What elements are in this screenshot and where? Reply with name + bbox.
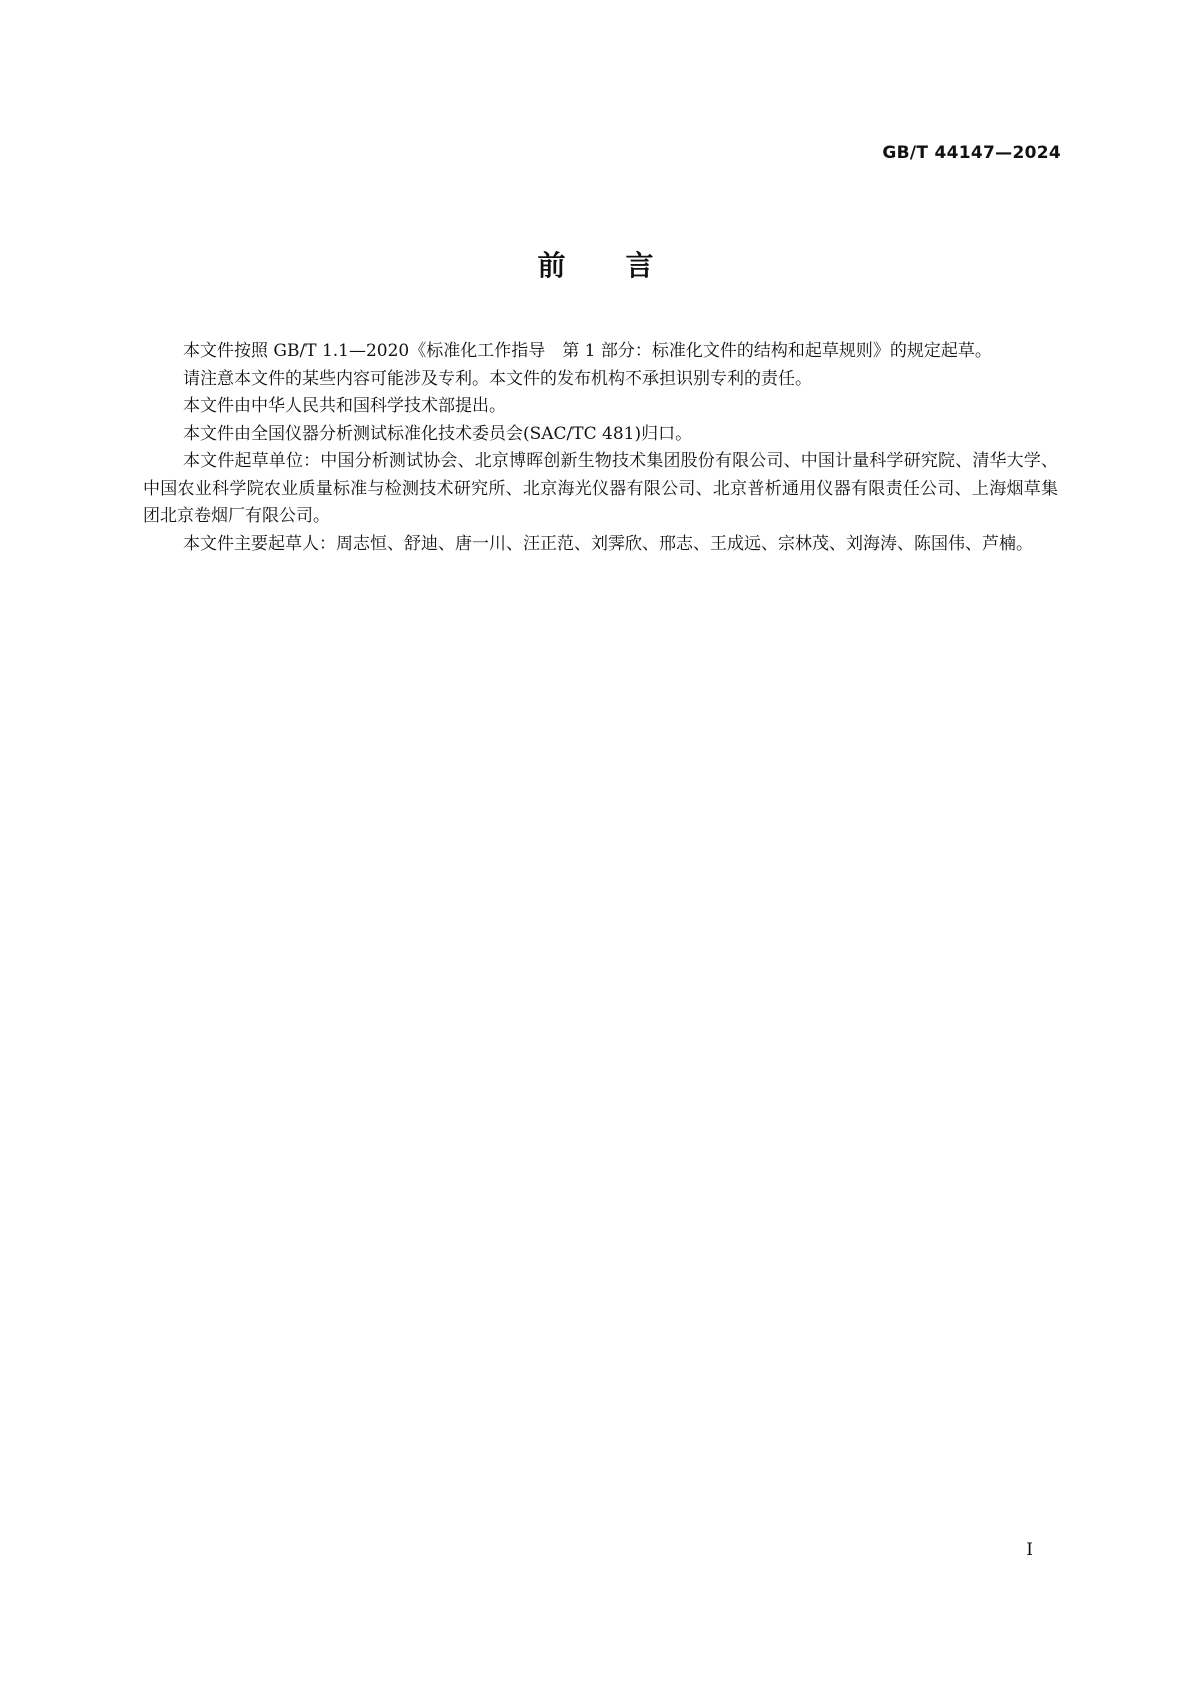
page-title: 前言 — [537, 249, 714, 282]
foreword-body — [143, 338, 1058, 558]
paragraph-drafting-rules: 本文件按照 GB/T 1.1—2020《标准化工作指导 第 1 部分：标准化文件的结构和起草规则》的规定起草。 — [183, 341, 992, 361]
standard-number: GB/T 44147—2024 — [882, 143, 1061, 163]
paragraph-patent-notice: 请注意本文件的某些内容可能涉及专利。本文件的发布机构不承担识别专利的责任。 — [183, 368, 812, 389]
paragraph-committee: 本文件由全国仪器分析测试标准化技术委员会(SAC/TC 481)归口。 — [183, 423, 693, 444]
paragraph-proposer: 本文件由中华人民共和国科学技术部提出。 — [183, 396, 506, 416]
paragraph-drafters: 本文件主要起草人：周志恒、舒迪、唐一川、汪正范、刘霁欣、邢志、王成远、宗林茂、刘海涛、陈国伟、芦楠。 — [183, 533, 1033, 554]
paragraph-drafting-units: 本文件起草单位：中国分析测试协会、北京博晖创新生物技术集团股份有限公司、中国计量科学研究院、清华大学、中国农业科学院农业质量标准与检测技术研究所、北京海光仪器有限公司、北京普析通用仪器有限责任公司、上海烟草集团北京卷烟厂有限公司。 — [143, 451, 1058, 526]
page-number: I — [1026, 1540, 1033, 1560]
